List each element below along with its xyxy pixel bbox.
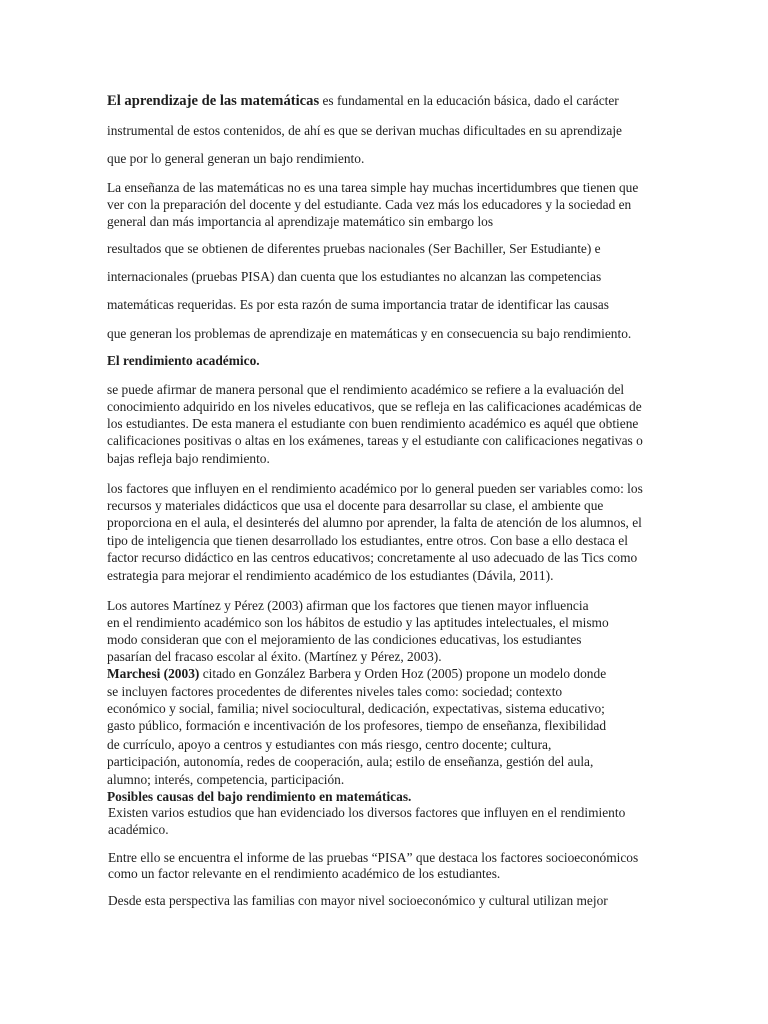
- paragraph-text-line: modo consideran que con el mejoramiento de las condiciones educativas, los estudiantes: [107, 632, 582, 647]
- section-heading-causas: Posibles causas del bajo rendimiento en matemáticas.: [107, 789, 412, 804]
- paragraph-text-line: Desde esta perspectiva las familias con mayor nivel socioeconómico y cultural utilizan mejor: [108, 893, 608, 908]
- paragraph-text-line: Los autores Martínez y Pérez (2003) afirman que los factores que tienen mayor influencia: [107, 598, 589, 613]
- paragraph-text-line: bajas refleja bajo rendimiento.: [107, 451, 270, 466]
- paragraph-text-line: como un factor relevante en el rendimiento académico de los estudiantes.: [108, 866, 501, 881]
- marchesi-line-1-rest: citado en González Barbera y Orden Hoz (2005) propone un modelo donde: [199, 666, 607, 681]
- paragraph-text-line: matemáticas requeridas. Es por esta razón de suma importancia tratar de identificar las causas: [107, 297, 609, 312]
- paragraph-text-line: de currículo, apoyo a centros y estudiantes con más riesgo, centro docente; cultura,: [107, 737, 552, 752]
- paragraph-text-line: internacionales (pruebas PISA) dan cuenta que los estudiantes no alcanzan las competencias: [107, 269, 602, 284]
- paragraph-text-line: La enseñanza de las matemáticas no es una tarea simple hay muchas incertidumbres que tienen que: [107, 180, 639, 195]
- paragraph-marchesi-line-1: [107, 665, 606, 682]
- paragraph-text-line: se puede afirmar de manera personal que el rendimiento académico se refiere a la evaluación del: [107, 382, 625, 397]
- paragraph-text-line: resultados que se obtienen de diferentes pruebas nacionales (Ser Bachiller, Ser Estudiante) e: [107, 241, 601, 256]
- intro-line-1-rest: es fundamental en la educación básica, dado el carácter: [319, 93, 619, 108]
- section-heading-rendimiento: El rendimiento académico.: [107, 353, 260, 368]
- paragraph-text-line: recursos y materiales didácticos que usa el docente para desarrollar su clase, el ambiente que: [107, 498, 604, 513]
- paragraph-text-line: Entre ello se encuentra el informe de las pruebas “PISA” que destaca los factores socioeconómicos: [108, 850, 639, 865]
- marchesi-citation: Marchesi (2003): [107, 666, 200, 681]
- paragraph-text-line: conocimiento adquirido en los niveles educativos, que se refleja en las calificaciones académicas de: [107, 399, 642, 414]
- paragraph-text-line: general dan más importancia al aprendizaje matemático sin embargo los: [107, 214, 494, 229]
- paragraph-text-line: estrategia para mejorar el rendimiento académico de los estudiantes (Dávila, 2011).: [107, 568, 554, 583]
- paragraph-text-line: en el rendimiento académico son los hábitos de estudio y las aptitudes intelectuales, el mismo: [107, 615, 609, 630]
- paragraph-text-line: académico.: [108, 822, 169, 837]
- paragraph-intro-line-2: instrumental de estos contenidos, de ahí es que se derivan muchas dificultades en su aprendizaje: [107, 123, 623, 138]
- paragraph-text-line: se incluyen factores procedentes de diferentes niveles tales como: sociedad; contexto: [107, 684, 563, 699]
- paragraph-text-line: calificaciones positivas o altas en los exámenes, tareas y el estudiante con calificaciones negativas o: [107, 433, 643, 448]
- paragraph-text-line: ver con la preparación del docente y del estudiante. Cada vez más los educadores y la sociedad en: [107, 197, 632, 212]
- paragraph-text-line: tipo de inteligencia que tienen desarrollado los estudiantes, entre otros. Con base a ello destaca el: [107, 533, 628, 548]
- paragraph-intro-line-3: que por lo general generan un bajo rendimiento.: [107, 151, 365, 166]
- paragraph-text-line: los estudiantes. De esta manera el estudiante con buen rendimiento académico es aquél que obtiene: [107, 416, 639, 431]
- paragraph-text-line: participación, autonomía, redes de cooperación, aula; estilo de enseñanza, gestión del aula,: [107, 754, 594, 769]
- paragraph-text-line: alumno; interés, competencia, participación.: [107, 772, 345, 787]
- paragraph-text-line: pasarían del fracaso escolar al éxito. (Martínez y Pérez, 2003).: [107, 649, 442, 664]
- paragraph-text-line: los factores que influyen en el rendimiento académico por lo general pueden ser variables como: los: [107, 481, 643, 496]
- paragraph-text-line: proporciona en el aula, el desinterés del alumno por aprender, la falta de atención de los alumnos, el: [107, 515, 642, 530]
- paragraph-text-line: económico y social, familia; nivel sociocultural, dedicación, expectativas, sistema educativo;: [107, 701, 605, 716]
- paragraph-text-line: que generan los problemas de aprendizaje en matemáticas y en consecuencia su bajo rendimiento.: [107, 326, 632, 341]
- intro-bold-lead: El aprendizaje de las matemáticas: [107, 93, 320, 109]
- paragraph-intro-line-1: [107, 92, 619, 110]
- paragraph-text-line: gasto público, formación e incentivación de los profesores, tiempo de enseñanza, flexibilidad: [107, 718, 607, 733]
- paragraph-text-line: factor recurso didáctico en las centros educativos; concretamente al uso adecuado de las Tics como: [107, 550, 638, 565]
- paragraph-text-line: Existen varios estudios que han evidenciado los diversos factores que influyen en el rendimiento: [108, 805, 626, 820]
